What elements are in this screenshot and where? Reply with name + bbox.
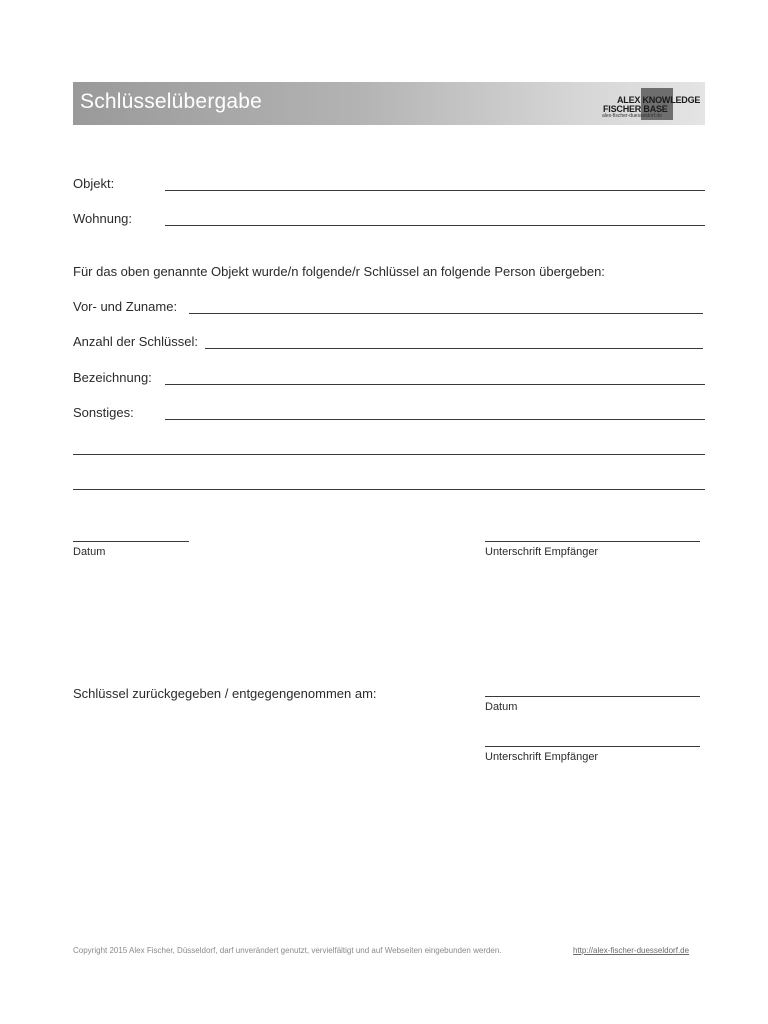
anzahl-row xyxy=(73,334,705,352)
objekt-field[interactable] xyxy=(165,190,705,191)
return-signature-line[interactable] xyxy=(485,746,700,747)
wohnung-row xyxy=(73,211,705,229)
logo-line-2: FISCHER BASE xyxy=(603,104,668,114)
footer-link[interactable]: http://alex-fischer-duesseldorf.de xyxy=(573,946,690,955)
sonstiges-row xyxy=(73,405,705,423)
logo-line-1: ALEX KNOWLEDGE xyxy=(617,95,701,105)
brand-logo xyxy=(601,88,701,120)
name-label: Vor- und Zuname: xyxy=(73,299,178,314)
return-signature-caption: Unterschrift Empfänger xyxy=(485,751,599,763)
return-date-caption: Datum xyxy=(485,701,518,713)
name-field[interactable] xyxy=(189,313,703,314)
recipient-signature-line[interactable] xyxy=(485,541,700,542)
bezeichnung-label: Bezeichnung: xyxy=(73,370,152,385)
wohnung-field[interactable] xyxy=(165,225,705,226)
date-signature-line[interactable] xyxy=(73,541,189,542)
sonstiges-label: Sonstiges: xyxy=(73,405,134,420)
extra-line-2[interactable] xyxy=(73,489,705,490)
header-banner xyxy=(73,82,705,125)
intro-text: Für das oben genannte Objekt wurde/n folgende/r Schlüssel an folgende Person übergeben: xyxy=(73,264,605,279)
anzahl-field[interactable] xyxy=(205,348,703,349)
bezeichnung-row xyxy=(73,370,705,388)
document-title: Schlüsselübergabe xyxy=(80,90,263,113)
anzahl-label: Anzahl der Schlüssel: xyxy=(73,334,199,349)
objekt-row xyxy=(73,176,705,194)
name-row xyxy=(73,299,705,317)
sonstiges-field[interactable] xyxy=(165,419,705,420)
bezeichnung-field[interactable] xyxy=(165,384,705,385)
date-caption: Datum xyxy=(73,546,106,558)
extra-line-1[interactable] xyxy=(73,454,705,455)
objekt-label: Objekt: xyxy=(73,176,115,191)
recipient-caption: Unterschrift Empfänger xyxy=(485,546,599,558)
footer-copyright: Copyright 2015 Alex Fischer, Düsseldorf, darf unverändert genutzt, vervielfältigt und auf Webseiten eingebunden werden. xyxy=(73,946,502,955)
return-label: Schlüssel zurückgegeben / entgegengenommen am: xyxy=(73,686,377,701)
logo-line-3: alex-fischer-duesseldorf.de xyxy=(602,113,663,119)
wohnung-label: Wohnung: xyxy=(73,211,133,226)
return-date-line[interactable] xyxy=(485,696,700,697)
